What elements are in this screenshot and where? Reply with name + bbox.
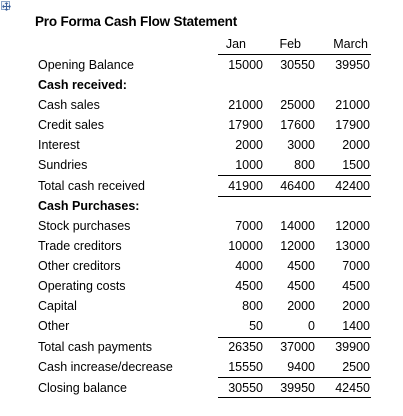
value-cell-march: 12000	[335, 219, 370, 233]
row-label: Stock purchases	[38, 219, 131, 233]
received-total-underline	[218, 196, 371, 197]
value-cell-feb: 4500	[287, 259, 315, 273]
value-cell-jan: 15000	[228, 58, 263, 72]
value-cell-march: 39950	[335, 58, 370, 72]
value-cell-jan: 17900	[228, 118, 263, 132]
closing-balance-rule	[218, 377, 371, 378]
column-header-march: March	[333, 37, 368, 51]
value-cell-march: 17900	[335, 118, 370, 132]
value-cell-feb: 9400	[287, 360, 315, 374]
value-cell-feb: 4500	[287, 279, 315, 293]
value-cell-march: 4500	[342, 279, 370, 293]
value-cell-feb: 46400	[280, 179, 315, 193]
value-cell-march: 13000	[335, 239, 370, 253]
value-cell-feb: 39950	[280, 381, 315, 395]
value-cell-feb: 12000	[280, 239, 315, 253]
value-cell-jan: 30550	[228, 381, 263, 395]
value-cell-jan: 7000	[235, 219, 263, 233]
value-cell-feb: 3000	[287, 138, 315, 152]
value-cell-march: 2000	[342, 299, 370, 313]
value-cell-jan: 10000	[228, 239, 263, 253]
value-cell-feb: 2000	[287, 299, 315, 313]
value-cell-march: 1400	[342, 319, 370, 333]
value-cell-march: 21000	[335, 98, 370, 112]
closing-balance-underline	[218, 397, 371, 398]
value-cell-feb: 800	[294, 158, 315, 172]
column-header-feb: Feb	[279, 37, 301, 51]
value-cell-feb: 25000	[280, 98, 315, 112]
row-label: Capital	[38, 299, 77, 313]
row-label: Opening Balance	[38, 58, 134, 72]
row-label: Interest	[38, 138, 80, 152]
value-cell-jan: 800	[242, 299, 263, 313]
value-cell-march: 39900	[335, 340, 370, 354]
value-cell-jan: 26350	[228, 340, 263, 354]
row-label: Cash increase/decrease	[38, 360, 173, 374]
value-cell-jan: 1000	[235, 158, 263, 172]
row-label: Total cash received	[38, 179, 146, 193]
value-cell-feb: 17600	[280, 118, 315, 132]
row-label: Closing balance	[38, 381, 127, 395]
row-label: Sundries	[38, 158, 88, 172]
statement-title: Pro Forma Cash Flow Statement	[35, 14, 237, 29]
row-label: Total cash payments	[38, 340, 152, 354]
payments-total-rule	[218, 337, 371, 338]
column-header-jan: Jan	[225, 37, 246, 51]
section-heading: Cash Purchases:	[38, 199, 140, 213]
row-label: Credit sales	[38, 118, 104, 132]
received-total-rule	[218, 175, 371, 176]
value-cell-jan: 4500	[235, 279, 263, 293]
value-cell-jan: 21000	[228, 98, 263, 112]
row-label: Other	[38, 319, 70, 333]
value-cell-jan: 41900	[228, 179, 263, 193]
value-cell-march: 2000	[342, 138, 370, 152]
value-cell-jan: 50	[249, 319, 263, 333]
section-heading: Cash received:	[38, 78, 127, 92]
value-cell-march: 42400	[335, 179, 370, 193]
row-label: Other creditors	[38, 259, 121, 273]
value-cell-feb: 14000	[280, 219, 315, 233]
value-cell-jan: 15550	[228, 360, 263, 374]
value-cell-march: 2500	[342, 360, 370, 374]
row-label: Operating costs	[38, 279, 126, 293]
value-cell-feb: 30550	[280, 58, 315, 72]
value-cell-march: 7000	[342, 259, 370, 273]
value-cell-feb: 0	[308, 319, 315, 333]
value-cell-jan: 2000	[235, 138, 263, 152]
value-cell-march: 1500	[342, 158, 370, 172]
value-cell-jan: 4000	[235, 259, 263, 273]
value-cell-feb: 37000	[280, 340, 315, 354]
row-label: Trade creditors	[38, 239, 122, 253]
row-label: Cash sales	[38, 98, 100, 112]
value-cell-march: 42450	[335, 381, 370, 395]
